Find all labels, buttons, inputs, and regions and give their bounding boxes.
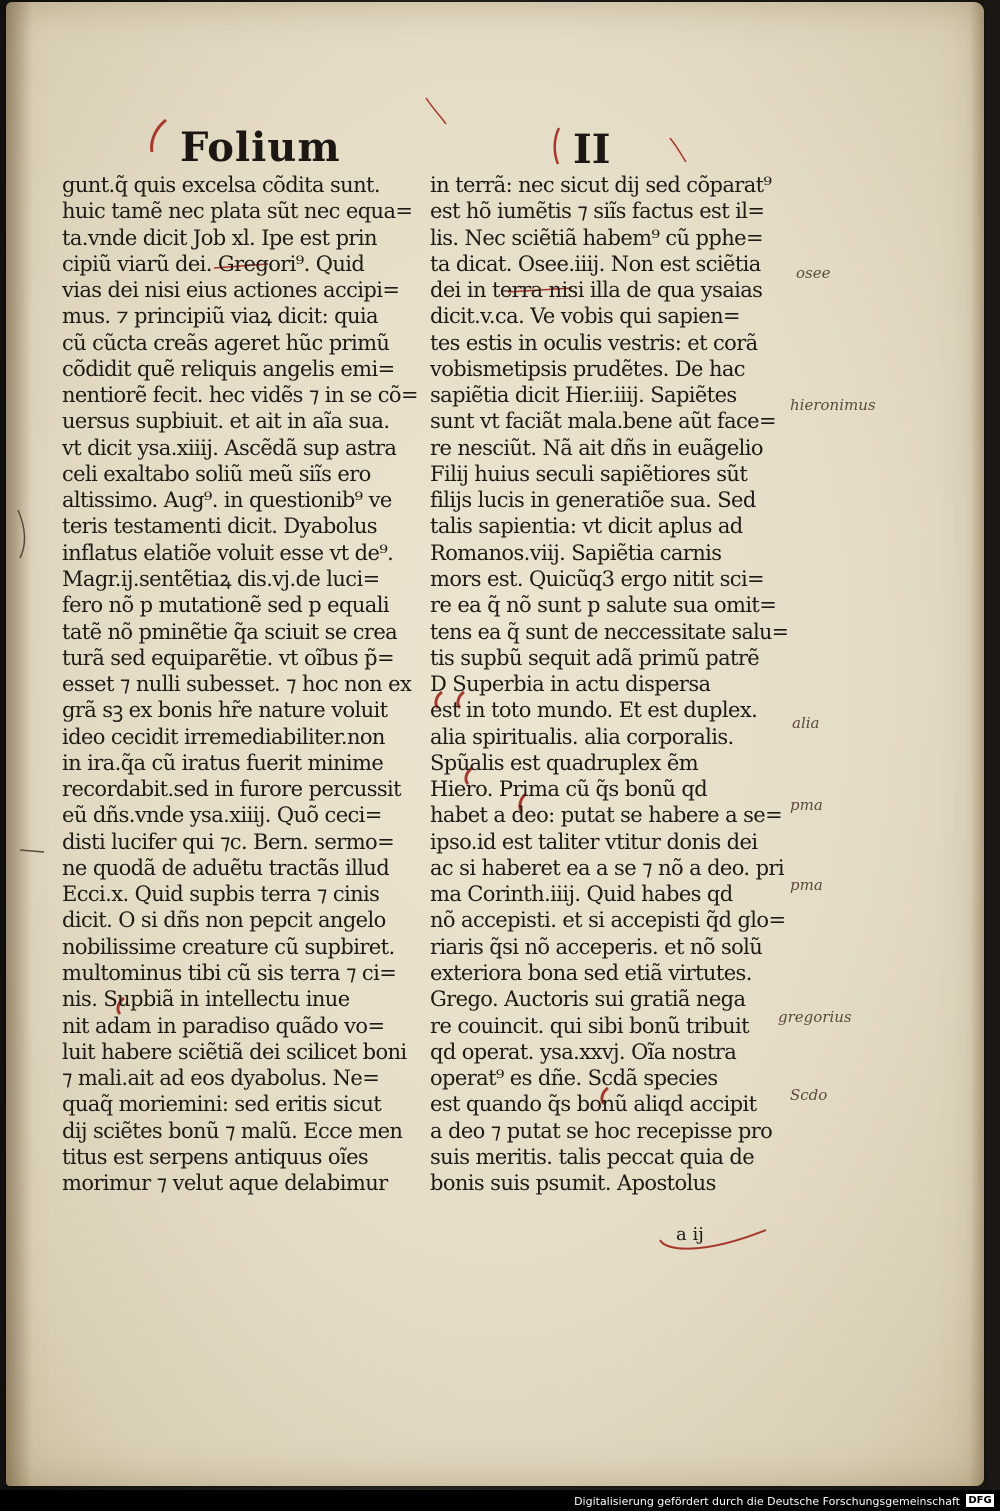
footer-credit: Digitalisierung gefördert durch die Deutsche Forschungsgemeinschaft <box>574 1495 960 1508</box>
text-line: disti lucifer qui ⁊c. Bern. sermo= <box>62 829 395 854</box>
text-line: teris testamenti dicit. Dyabolus <box>62 514 377 539</box>
marginal-note-alia: alia <box>792 714 820 732</box>
text-line: re couincit. qui sibi bonũ tribuit <box>430 1013 749 1038</box>
margin-mark-left <box>18 510 24 558</box>
text-line: recordabit.sed in furore percussit <box>62 777 402 802</box>
text-line: turã sed equiparẽtie. vt oĩbus p̃= <box>62 645 394 670</box>
text-line: re nesciũt. Nã ait dñs in euãgelio <box>430 435 763 460</box>
text-line: gunt.q̃ quis excelsa cõdita sunt. <box>62 173 380 197</box>
text-line: ac si haberet ea a se ⁊ nõ a deo. pri <box>430 855 784 880</box>
text-line: ta.vnde dicit Job xl. Ipe est prin <box>62 225 377 250</box>
text-line: celi exaltabo soliũ meũ siĩs ero <box>62 461 371 486</box>
text-line: uersus supbiuit. et ait in aĩa sua. <box>62 409 390 434</box>
text-line: dicit.v.ca. Ve vobis qui sapien= <box>430 304 741 329</box>
text-line: cõdidit quẽ reliquis angelis emi= <box>62 356 395 381</box>
text-line: ipso.id est taliter vtitur donis dei <box>430 829 758 854</box>
text-line: est quando q̃s bonũ aliqd accipit <box>430 1092 757 1117</box>
text-line: nit adam in paradiso quãdo vo= <box>62 1013 385 1038</box>
marginal-note-scdo: Scdo <box>790 1086 828 1104</box>
text-line: vobismetipsis prudẽtes. De hac <box>430 356 745 381</box>
signature-mark: a ij <box>676 1224 704 1245</box>
text-line: dei in terra nisi illa de qua ysaias <box>430 278 763 303</box>
text-line: ne quodã de aduẽtu tractãs illud <box>62 855 390 880</box>
text-line: re ea q̃ nõ sunt p salute sua omit= <box>430 593 777 618</box>
text-line: Magr.ij.sentẽtiaꝝ dis.vj.de luci= <box>62 566 380 591</box>
dfg-logo: DFG <box>966 1494 994 1507</box>
text-line: huic tamẽ nec plata sũt nec equa= <box>62 199 413 224</box>
book-page <box>6 2 984 1486</box>
text-line: ta dicat. Osee.iiij. Non est sciẽtia <box>430 251 761 276</box>
margin-mark-left-2 <box>20 850 44 852</box>
text-line: lis. Nec sciẽtiã habem⁹ cũ pphe= <box>430 225 763 250</box>
right-text-column <box>430 172 788 1196</box>
text-line: mors est. Quicũq3 ergo nitit sci= <box>430 566 765 591</box>
marginal-note-prima: pma <box>790 796 823 814</box>
marginal-note-prima-2: pma <box>790 876 823 894</box>
marginal-note-hieronimus: hieronimus <box>790 396 876 414</box>
text-line: filijs lucis in generatiõe sua. Sed <box>430 488 756 513</box>
text-line: multominus tibi cũ sis terra ⁊ ci= <box>62 960 397 985</box>
text-line: titus est serpens antiquus oĩes <box>62 1144 369 1169</box>
text-line: bonis suis psumit. Apostolus <box>430 1171 716 1196</box>
text-line: dicit. O si dñs non pepcit angelo <box>62 908 386 933</box>
text-line: Filij huius seculi sapiẽtiores sũt <box>430 461 748 486</box>
text-line: in terrã: nec sicut dij sed cõparat⁹ <box>430 173 772 197</box>
text-line: est in toto mundo. Et est duplex. <box>430 698 758 723</box>
text-line: riaris q̃si nõ acceperis. et nõ solũ <box>430 934 763 959</box>
text-line: inflatus elatiõe voluit esse vt de⁹. <box>62 540 394 565</box>
text-line: dij sciẽtes bonũ ⁊ malũ. Ecce men <box>62 1118 403 1143</box>
text-line: sapiẽtia dicit Hier.iiij. Sapiẽtes <box>430 383 737 408</box>
text-line: D Superbia in actu dispersa <box>430 672 711 697</box>
text-line: talis sapientia: vt dicit aplus ad <box>430 514 743 539</box>
text-line: tis supbũ sequit adã primũ patrẽ <box>430 645 760 670</box>
rubric-bracket-right <box>555 128 559 164</box>
text-line: ⁊ mali.ait ad eos dyabolus. Ne= <box>62 1066 380 1091</box>
text-line: tens ea q̃ sunt de neccessitate salu= <box>430 619 788 644</box>
text-line: habet a deo: putat se habere a se= <box>430 803 783 828</box>
text-line: Romanos.viij. Sapiẽtia carnis <box>430 540 722 565</box>
rubric-bracket-left <box>152 120 166 152</box>
text-line: nis. Supbiã in intellectu inue <box>62 987 350 1012</box>
text-line: vt dicit ysa.xiiij. Ascẽdã sup astra <box>62 435 397 460</box>
text-line: esset ⁊ nulli subesset. ⁊ hoc non ex <box>62 672 412 697</box>
text-line: est hõ iumẽtis ⁊ siĩs factus est il= <box>430 199 765 224</box>
running-title: Folium <box>180 124 341 171</box>
text-line: tatẽ nõ pminẽtie q̃a sciuit se crea <box>62 619 398 644</box>
text-line: cũ cũcta creãs ageret hũc primũ <box>62 330 390 355</box>
rubric-flourish-center <box>426 98 446 124</box>
text-line: quaq̃ moriemini: sed eritis sicut <box>62 1092 382 1117</box>
text-line: ma Corinth.iiij. Quid habes qd <box>430 882 733 907</box>
text-line: cipiũ viarũ dei. Gregori⁹. Quid <box>62 251 365 276</box>
text-line: Ecci.x. Quid supbis terra ⁊ cinis <box>62 882 380 907</box>
text-line: operat⁹ es dñe. Scdã species <box>430 1066 718 1091</box>
text-line: suis meritis. talis peccat quia de <box>430 1144 755 1169</box>
text-line: ideo cecidit irremediabiliter.non <box>62 724 385 749</box>
text-line: altissimo. Aug⁹. in questionib⁹ ve <box>62 488 392 513</box>
text-line: eũ dñs.vnde ysa.xiiij. Quõ ceci= <box>62 803 382 828</box>
text-line: morimur ⁊ velut aque delabimur <box>62 1171 388 1196</box>
text-line: alia spiritualis. alia corporalis. <box>430 724 734 749</box>
text-line: exteriora bona sed etiã virtutes. <box>430 960 752 985</box>
text-line: grã sꝫ ex bonis hr̃e nature voluit <box>62 698 388 723</box>
marginal-note-gregorius: gregorius <box>778 1008 852 1026</box>
text-line: Hiero. Prima cũ q̃s bonũ qd <box>430 777 708 802</box>
text-line: nobilissime creature cũ supbiret. <box>62 934 395 959</box>
text-line: in ira.q̃a cũ iratus fuerit minime <box>62 750 384 775</box>
text-line: qd operat. ysa.xxvj. Oĩa nostra <box>430 1039 737 1064</box>
text-line: vias dei nisi eius actiones accipi= <box>62 278 400 303</box>
left-text-column <box>62 172 418 1196</box>
folio-number: II <box>573 126 611 173</box>
marginal-note-osee: osee <box>796 264 831 282</box>
text-line: nõ accepisti. et si accepisti q̃d glo= <box>430 908 786 933</box>
text-line: fero nõ p mutationẽ sed p equali <box>62 593 389 618</box>
text-line: a deo ⁊ putat se hoc recepisse pro <box>430 1118 773 1143</box>
rubric-flourish-right <box>670 138 686 162</box>
text-line: luit habere sciẽtiã dei scilicet boni <box>62 1039 407 1064</box>
text-line: tes estis in oculis vestris: et corã <box>430 330 758 355</box>
text-line: sunt vt faciãt mala.bene aũt face= <box>430 409 777 434</box>
text-line: Spũalis est quadruplex ẽm <box>430 750 699 775</box>
text-line: mus. ⁊ principiũ viaꝝ dicit: quia <box>62 304 378 329</box>
text-line: Grego. Auctoris sui gratiã nega <box>430 987 746 1012</box>
text-line: nentiorẽ fecit. hec vidẽs ⁊ in se cõ= <box>62 383 418 408</box>
